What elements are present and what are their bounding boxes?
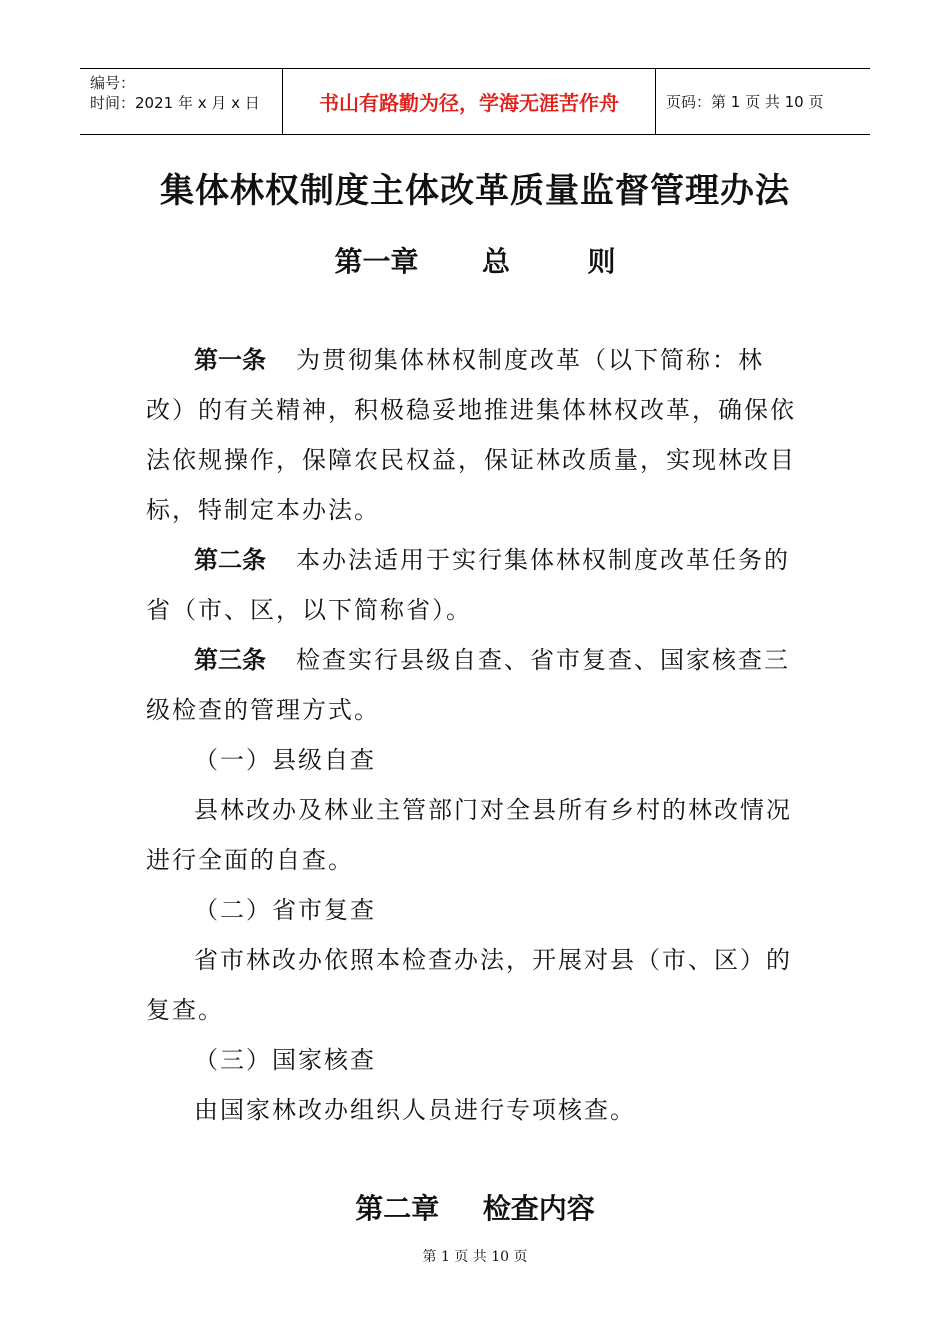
chapter-1-title-char-1: 总	[481, 245, 510, 278]
article-label: 第二条	[194, 546, 266, 574]
item-text: 县林改办及林业主管部门对全县所有乡村的林改情况进行全面的自查。	[146, 796, 792, 874]
article-text: 检查实行县级自查、省市复查、国家核查三级检查的管理方式。	[146, 646, 790, 724]
item-text: 由国家林改办组织人员进行专项核查。	[194, 1096, 636, 1124]
chapter-1-title-char-2: 则	[587, 245, 616, 278]
chapter-2-number: 第二章	[355, 1192, 440, 1225]
page-footer: 第 1 页 共 10 页	[422, 1249, 528, 1265]
page-header	[80, 68, 870, 135]
chapter-1-heading	[0, 240, 950, 280]
article-label: 第三条	[194, 646, 266, 674]
document-time-label: 时间：2021 年 x 月 x 日	[90, 94, 260, 112]
document-number-label: 编号：	[90, 74, 136, 92]
item-heading: （三）国家核查	[194, 1046, 376, 1074]
article-label: 第一条	[194, 346, 266, 374]
article-text: 为贯彻集体林权制度改革（以下简称：林改）的有关精神，积极稳妥地推进集体林权改革，确保依法依规操作，保障农民权益，保证林改质量，实现林改目标，特制定本办法。	[146, 346, 796, 524]
item-text: 省市林改办依照本检查办法，开展对县（市、区）的复查。	[146, 946, 792, 1024]
item-heading: （二）省市复查	[194, 896, 376, 924]
header-meta	[80, 69, 282, 134]
header-motto: 书山有路勤为径，学海无涯苦作舟	[282, 69, 656, 134]
chapter-2-title: 检查内容	[482, 1192, 595, 1225]
header-page-info: 页码：第 1 页 共 10 页	[666, 93, 824, 111]
chapter-1-number: 第一章	[334, 245, 419, 278]
document-title: 集体林权制度主体改革质量监督管理办法	[160, 171, 790, 211]
article-text: 本办法适用于实行集体林权制度改革任务的省（市、区，以下简称省）。	[146, 546, 790, 624]
document-body	[146, 335, 796, 1135]
item-heading: （一）县级自查	[194, 746, 376, 774]
article-2	[146, 535, 796, 635]
article-1	[146, 335, 796, 535]
article-3	[146, 635, 796, 735]
chapter-2-heading	[0, 1187, 950, 1227]
